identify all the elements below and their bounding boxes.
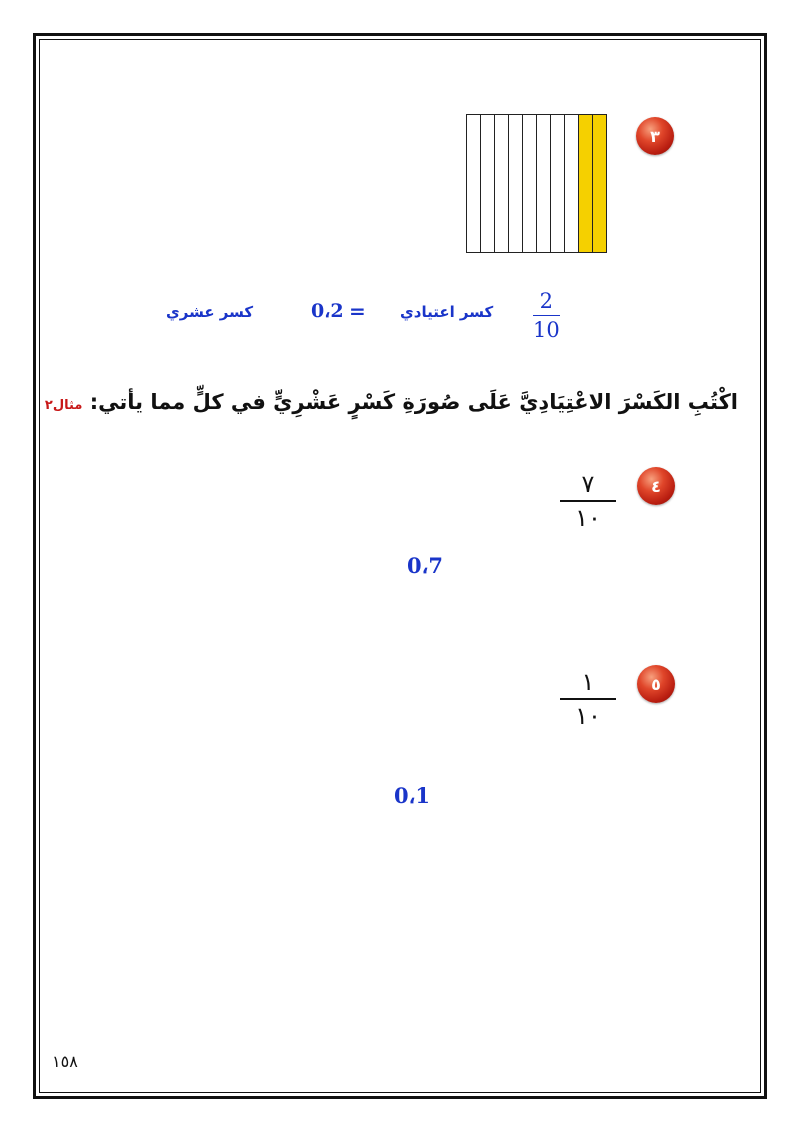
example-instruction — [44, 390, 738, 414]
strip-cell-shaded — [593, 115, 606, 252]
problem-5-answer: 0،1 — [394, 783, 431, 808]
strip-cell — [523, 115, 537, 252]
problem-5-fraction — [560, 668, 616, 730]
equals-sign: = — [349, 299, 366, 323]
strip-cell — [537, 115, 551, 252]
problem-4-answer: 0،7 — [407, 553, 444, 578]
decimal-fraction-label: كسر عشري — [166, 303, 254, 321]
fraction-denominator: ١٠ — [575, 702, 601, 730]
page-inner-border — [39, 39, 761, 1093]
problem-3-badge-icon — [636, 117, 674, 155]
decimal-value: 0،2 — [311, 300, 344, 322]
problem-5-number: ٥ — [651, 674, 661, 694]
problem-4-fraction — [560, 470, 616, 532]
strip-cell — [509, 115, 523, 252]
fraction-denominator: ١٠ — [575, 504, 601, 532]
page-number: ١٥٨ — [52, 1052, 78, 1071]
common-fraction — [533, 289, 560, 342]
fraction-numerator: 2 — [539, 289, 554, 313]
problem-4-badge-icon — [637, 467, 675, 505]
strip-cell — [467, 115, 481, 252]
strip-cell — [495, 115, 509, 252]
problem-5-badge-icon — [637, 665, 675, 703]
instruction-text: اكْتُبِ الكَسْرَ الاعْتِيَادِيَّ عَلَى صُورَةِ كَسْرٍ عَشْرِيٍّ في كلٍّ مما يأتي: — [89, 390, 738, 414]
fraction-bar — [533, 315, 560, 316]
fraction-bar — [560, 698, 616, 700]
strip-cell — [551, 115, 565, 252]
problem-4-number: ٤ — [651, 476, 661, 496]
fraction-bar — [560, 500, 616, 502]
tenths-strip-model — [466, 114, 607, 253]
problem-3-number: ٣ — [650, 126, 660, 146]
fraction-denominator: 10 — [533, 318, 560, 342]
strip-cell — [481, 115, 495, 252]
fraction-numerator: ٧ — [581, 470, 595, 498]
strip-cell-shaded — [579, 115, 593, 252]
fraction-numerator: ١ — [581, 668, 595, 696]
strip-cell — [565, 115, 579, 252]
common-fraction-label: كسر اعتيادي — [400, 303, 494, 321]
example-label: مثال٢ — [44, 398, 83, 413]
